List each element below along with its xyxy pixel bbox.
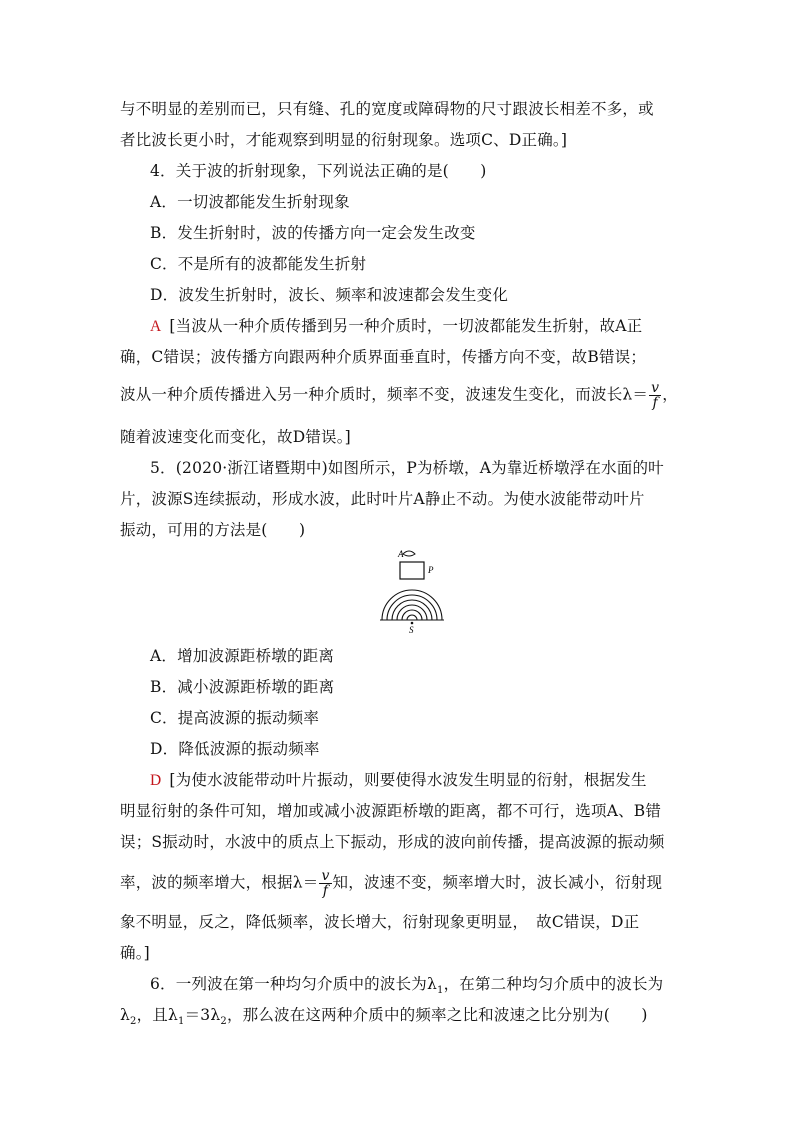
text-line: 象不明显，反之，降低频率，波长增大，衍射现象更明显， 故C错误，D正 [120,913,640,931]
answer-5-line [150,769,676,792]
subscript: 1 [178,1016,185,1028]
answer-5-formula-line [120,869,676,898]
fraction-numerator: v [651,380,660,396]
label-s: S [409,625,414,635]
option-5b: B．减小波源距桥墩的距离 [150,678,335,696]
fraction-numerator: v [321,868,330,884]
subscript: 1 [437,985,444,997]
answer-4-text: [当波从一种介质传播到另一种介质时，一切波都能发生折射，故A正 [169,317,643,335]
text-span: ， [662,385,678,404]
text-line [120,1004,676,1033]
text-line: 随着波速变化而变化，故D错误。] [120,428,351,446]
label-p: P [428,565,434,575]
question-4: 4．关于波的折射现象，下列说法正确的是( ) [150,162,487,180]
text-span: 率，波的频率增大，根据λ＝ [120,873,319,892]
text-span: 波从一种介质传播进入另一种介质时，频率不变，波速发生变化，而波长λ＝ [120,385,649,404]
text-span: ＝3λ [184,1006,221,1024]
option-5a: A．增加波源距桥墩的距离 [150,647,335,665]
option-4a: A．一切波都能发生折射现象 [150,193,350,211]
text-span: λ [120,1006,131,1024]
pier-shape [400,562,424,579]
question-5: 5．(2020·浙江诸暨期中)如图所示，P为桥墩，A为靠近桥墩浮在水面的叶 [150,459,664,477]
text-line: 明显衍射的条件可知，增加或减小波源距桥墩的距离，都不可行，选项A、B错 [120,802,662,820]
text-line: 确，C错误；波传播方向跟两种介质界面垂直时，传播方向不变，故B错误； [120,348,647,366]
subscript: 2 [130,1016,137,1028]
answer-4-formula-line [120,381,676,410]
text-line: 片，波源S连续振动，形成水波，此时叶片A静止不动。为使水波能带动叶片 [120,490,645,508]
option-5d: D．降低波源的振动频率 [150,740,320,758]
text-span: ，那么波在这两种介质中的频率之比和波速之比分别为( ) [226,1006,648,1024]
text-span: 6．一列波在第一种均匀介质中的波长为λ [150,975,437,993]
text-line: 与不明显的差别而已，只有缝、孔的宽度或障碍物的尺寸跟波长相差不多，或 [120,100,654,118]
question-6 [150,973,676,1002]
source-dot [411,622,414,625]
option-4c: C．不是所有的波都能发生折射 [150,255,367,273]
text-line: 者比波长更小时，才能观察到明显的衍射现象。选项C、D正确。] [120,131,568,149]
fraction-v-over-f [319,869,331,898]
subscript: 2 [220,1016,227,1028]
bridge-pier-wave-figure [370,548,470,638]
option-4d: D．波发生折射时，波长、频率和波速都会发生变化 [150,286,509,304]
answer-4-letter: A [150,318,162,335]
answer-4-line [150,315,676,338]
leaf-shape [403,551,415,556]
text-span: ，且λ [136,1006,179,1024]
answer-5-text: [为使水波能带动叶片振动，则要使得水波发生明显的衍射，根据发生 [169,771,647,789]
text-span: ，在第二种均匀介质中的波长为 [443,975,664,993]
wave-arcs [382,590,442,620]
text-line: 确。] [120,944,150,962]
text-line: 振动，可用的方法是( ) [120,521,306,539]
text-span: 知，波速不变，频率增大时，波长减小，衍射现 [332,873,663,892]
option-5c: C．提高波源的振动频率 [150,709,320,727]
fraction-denominator: f [652,395,658,411]
label-a: A [398,549,404,559]
answer-5-letter: D [150,772,162,789]
fraction-v-over-f [649,381,661,410]
option-4b: B．发生折射时，波的传播方向一定会发生改变 [150,224,476,242]
wave-diagram [370,548,470,638]
text-line: 误；S振动时，水波中的质点上下振动，形成的波向前传播，提高波源的振动频 [120,833,665,851]
fraction-denominator: f [322,883,329,899]
